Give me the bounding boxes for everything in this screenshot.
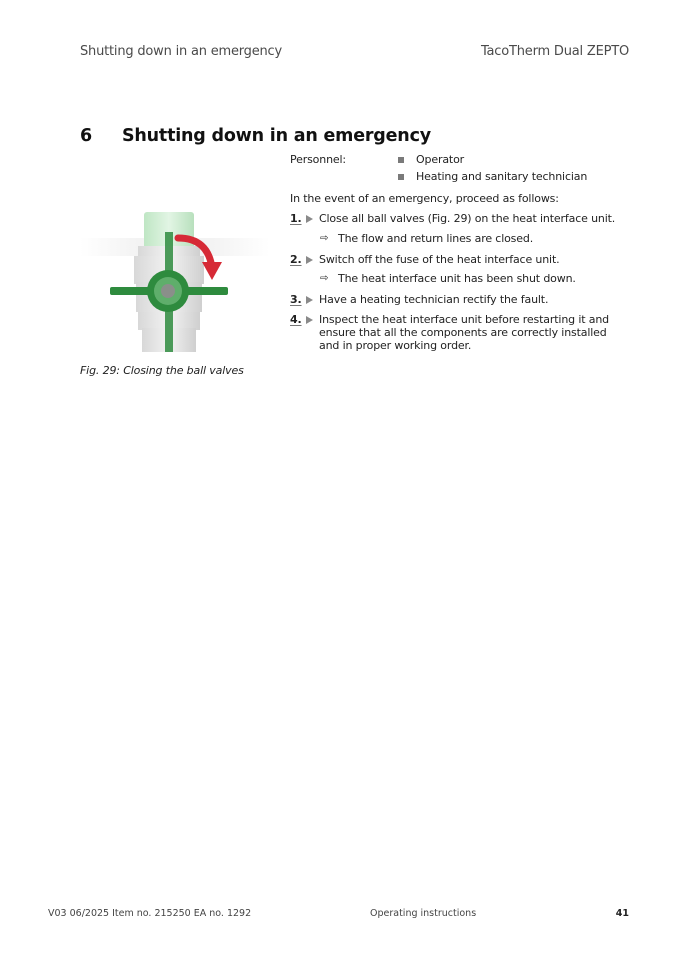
step-number: 4. — [290, 313, 319, 326]
figure-caption: Fig. 29: Closing the ball valves — [80, 364, 244, 377]
step-arrow-icon — [306, 296, 313, 304]
step-text: Switch off the fuse of the heat interface unit. — [319, 253, 560, 266]
step-arrow-icon — [306, 256, 313, 264]
footer-document-info: V03 06/2025 Item no. 215250 EA no. 1292 — [48, 908, 252, 919]
step-result — [320, 272, 576, 285]
ball-valve-figure — [80, 210, 270, 360]
step-number: 3. — [290, 293, 319, 306]
square-bullet-icon — [398, 174, 404, 180]
header-chapter-title: Shutting down in an emergency — [80, 44, 282, 59]
square-bullet-icon — [398, 157, 404, 163]
step-item — [290, 293, 630, 306]
section-title: Shutting down in an emergency — [122, 126, 431, 146]
section-number: 6 — [80, 126, 93, 146]
step-result-text: The heat interface unit has been shut down. — [338, 272, 576, 285]
step-arrow-icon — [306, 316, 313, 324]
personnel-label: Personnel: — [290, 153, 346, 166]
step-text: Close all ball valves (Fig. 29) on the heat interface unit. — [319, 212, 616, 225]
step-result-text: The flow and return lines are closed. — [338, 232, 534, 245]
personnel-item — [398, 170, 587, 183]
personnel-item — [398, 153, 464, 166]
step-item — [290, 313, 630, 352]
ball-valve-illustration — [80, 210, 270, 360]
footer-document-type: Operating instructions — [370, 908, 477, 919]
step-result — [320, 232, 533, 245]
result-arrow-icon: ⇨ — [320, 233, 329, 244]
page-number: 41 — [615, 908, 629, 919]
step-item — [290, 253, 630, 266]
step-number: 1. — [290, 212, 319, 225]
result-arrow-icon: ⇨ — [320, 273, 329, 284]
personnel-item-label: Operator — [416, 153, 465, 166]
step-arrow-icon — [306, 215, 313, 223]
header-product-name: TacoTherm Dual ZEPTO — [480, 44, 629, 59]
personnel-item-label: Heating and sanitary technician — [416, 170, 588, 183]
step-text: Inspect the heat interface unit before restarting it and ensure that all the components are correctly installed and in proper working order. — [319, 313, 609, 352]
step-text: Have a heating technician rectify the fault. — [319, 293, 549, 306]
step-number: 2. — [290, 253, 319, 266]
intro-text: In the event of an emergency, proceed as follows: — [290, 192, 559, 205]
step-item — [290, 212, 630, 225]
